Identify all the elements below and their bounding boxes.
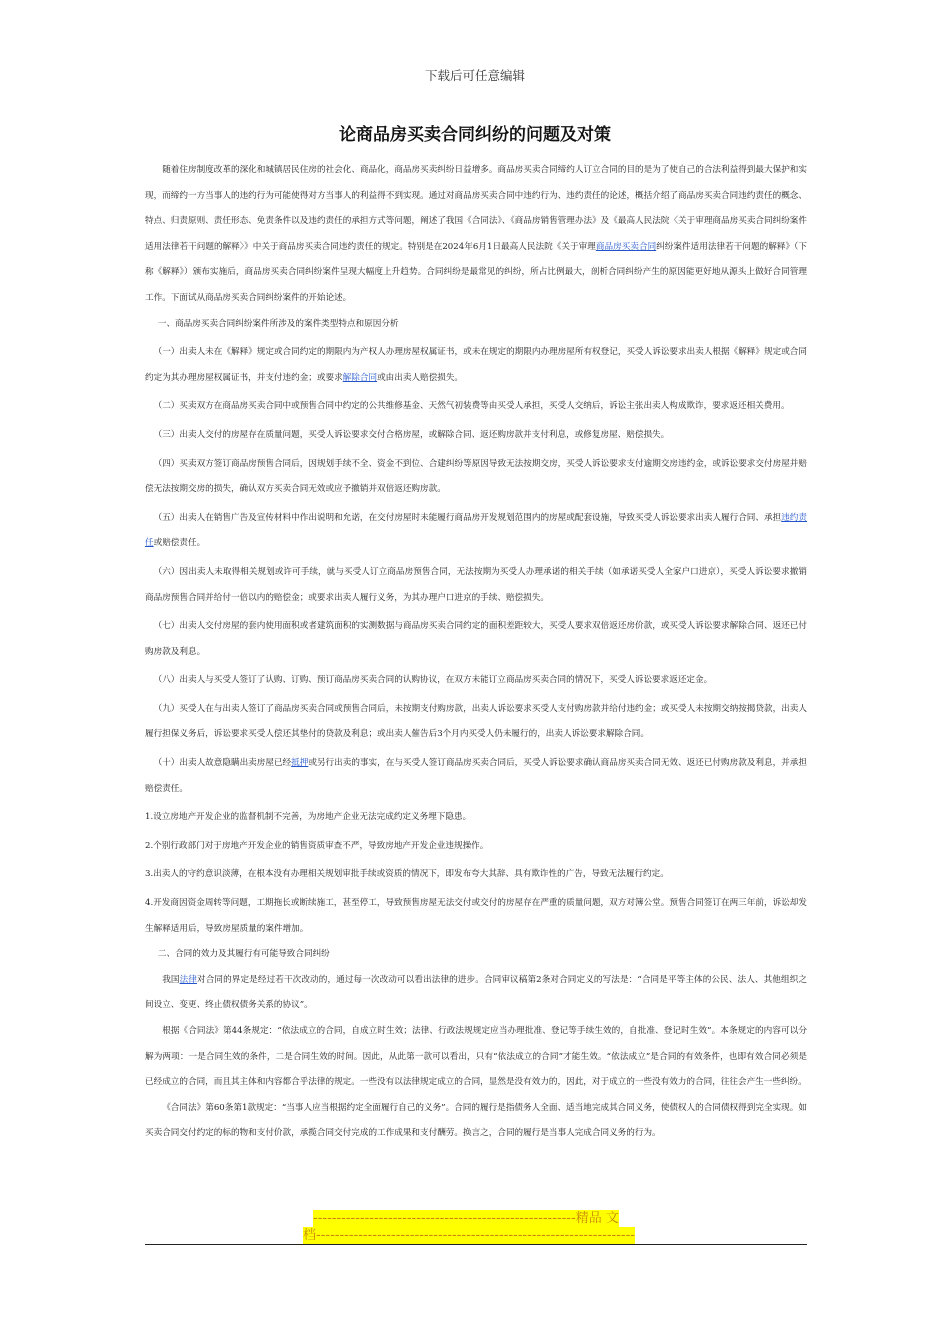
link-liability-for-breach[interactable]: 违约责任	[145, 512, 807, 549]
item-9: （九）买受人在与出卖人签订了商品房买卖合同或预售合同后，未按期支付购房款，出卖人诉讼要求买受人支付购房款并给付违约金；或买受人未按期交纳按揭贷款，出卖人履行担保义务后，诉讼要求买受人偿还其垫付的贷款及利息；或出卖人催告后3个月内买受人仍未履行的，出卖人诉讼要求解除合同。	[145, 703, 807, 740]
section2-paragraph-1: 我国法律对合同的界定是经过若干次改动的，通过每一次改动可以看出法律的进步。合同审议稿第2条对合同定义的写法是：“合同是平等主体的公民、法人、其他组织之间设立、变更、终止债权债务关系的协议”。	[145, 974, 807, 1011]
document-title: 论商品房买卖合同纠纷的问题及对策	[339, 125, 611, 145]
item-4: （四）买卖双方签订商品房预售合同后，因规划手续不全、资金不到位、合建纠纷等原因导致无法按期交房，买受人诉讼要求支付逾期交房违约金，或诉讼要求交付房屋并赔偿无法按期交房的损失，确认双方买卖合同无效或应予撤销并双倍返还购房款。	[145, 458, 807, 495]
item-7: （七）出卖人交付房屋的套内使用面积或者建筑面积的实测数据与商品房买卖合同约定的面积差距较大，买受人要求双倍返还房价款，或买受人诉讼要求解除合同、返还已付购房款及利息。	[145, 621, 807, 657]
item-5: （五）出卖人在销售广告及宣传材料中作出说明和允诺，在交付房屋时未能履行商品房开发规划范围内的房屋或配套设施，导致买受人诉讼要求出卖人履行合同、承担违约责任或赔偿责任。	[145, 512, 807, 549]
footer-rule	[145, 1244, 807, 1245]
intro-paragraph: 随着住房制度改革的深化和城镇居民住房的社会化、商品化，商品房买卖纠纷日益增多。商品房买卖合同缔约人订立合同的目的是为了使自己的合法利益得到最大保护和实现，而缔约一方当事人的违约行为可能使得对方当事人的利益得不到实现。通过对商品房买卖合同中违约行为、违约责任的论述，概括介绍了商品房买卖合同违约责任的概念、特点、归责原则、责任形态、免责条件以及违约责任的承担方式等问题，阐述了我国《合同法》、《商品房销售管理办法》及《最高人民法院〈关于审理商品房买卖合同纠纷案件适用法律若干问题的解释〉》中关于商品房买卖合同违约责任的规定。特别是在2024年6月1日最高人民法院《关于审理商品房买卖合同纠纷案件适用法律若干问题的解释》（下称《解释》）颁布实施后，商品房买卖合同纠纷案件呈现大幅度上升趋势。合同纠纷是最常见的纠纷，所占比例最大，剖析合同纠纷产生的原因能更好地从源头上做好合同管理工作。下面试从商品房买卖合同纠纷案件的开始论述。	[145, 165, 807, 303]
page-header: 下载后可任意编辑	[424, 68, 525, 83]
cause-1: 1.设立房地产开发企业的监督机制不完善，为房地产企业无法完成约定义务埋下隐患。	[145, 812, 472, 823]
item-1: （一）出卖人未在《解释》规定或合同约定的期限内为产权人办理房屋权属证书，或未在规定的期限内办理房屋所有权登记，买受人诉讼要求出卖人根据《解释》规定或合同约定为其办理房屋权属证书，并支付违约金；或要求解除合同或由出卖人赔偿损失。	[145, 347, 807, 383]
section2-paragraph-3: 《合同法》第60条第1款规定：“当事人应当根据约定全面履行自己的义务”。合同的履行是指债务人全面、适当地完成其合同义务，使债权人的合同债权得到完全实现。如买卖合同交付约定的标的物和支付价款，承揽合同交付完成的工作成果和支付酬劳。换言之，合同的履行是当事人完成合同义务的行为。	[145, 1102, 807, 1139]
item-3: （三）出卖人交付的房屋存在质量问题，买受人诉讼要求交付合格房屋，或解除合同、返还购房款并支付利息，或修复房屋、赔偿损失。	[153, 429, 670, 440]
link-mortgage[interactable]: 抵押	[291, 758, 309, 769]
link-terminate-contract[interactable]: 解除合同	[342, 372, 378, 383]
section2-paragraph-2: 根据《合同法》第44条规定：“依法成立的合同，自成立时生效；法律、行政法规规定应当办理批准、登记等手续生效的，自批准、登记时生效”。本条规定的内容可以分解为两项：一是合同生效的条件，二是合同生效的时间。因此，从此第一款可以看出，只有“依法成立的合同”才能生效。“依法成立”是合同的有效条件，也即有效合同必须是已经成立的合同，而且其主体和内容都合乎法律的规定。一些没有以法律规定成立的合同，显然是没有效力的，因此，对于成立的一些没有效力的合同，往往会产生一些纠纷。	[145, 1026, 807, 1088]
item-6: （六）因出卖人未取得相关规划或许可手续，就与买受人订立商品房预售合同，无法按期为买受人办理承诺的相关手续（如承诺买受人全家户口进京），买受人诉讼要求撤销商品房预售合同并给付一倍以内的赔偿金；或要求出卖人履行义务，为其办理户口进京的手续、赔偿损失。	[145, 566, 807, 603]
item-2: （二）买卖双方在商品房买卖合同中或预售合同中约定的公共维修基金、天然气初装费等由买受人承担，买受人交纳后，诉讼主张出卖人构成欺诈，要求返还相关费用。	[153, 401, 790, 412]
document-body	[145, 158, 807, 1147]
section1-heading: 一、商品房买卖合同纠纷案件所涉及的案件类型特点和原因分析	[157, 318, 399, 329]
link-commercial-housing-contract[interactable]: 商品房买卖合同	[595, 241, 657, 252]
footer-line-2: 档--------------------------------------------------------------------	[303, 1228, 635, 1243]
footer-watermark-band	[303, 1210, 650, 1244]
cause-2: 2.个别行政部门对于房地产开发企业的销售资质审查不严，导致房地产开发企业违规操作。	[145, 840, 489, 851]
link-law[interactable]: 法律	[179, 974, 197, 985]
cause-4: 4.开发商因资金周转等问题，工期拖长或断续施工，甚至停工，导致预售房屋无法交付或交付的房屋存在严重的质量问题，双方对簿公堂。预售合同签订在两三年前，诉讼却发生解释适用后，导致房屋质量的案件增加。	[145, 898, 807, 934]
cause-3: 3.出卖人的守约意识淡薄，在根本没有办理相关规划审批手续或资质的情况下，即发布夸大其辞、具有欺诈性的广告，导致无法履行约定。	[145, 869, 669, 880]
item-10: （十）出卖人故意隐瞒出卖房屋已经抵押或另行出卖的事实，在与买受人签订商品房买卖合同后，买受人诉讼要求确认商品房买卖合同无效、返还已付购房款及利息，并承担赔偿责任。	[145, 758, 807, 794]
footer-line-1: --------------------------------------------------------精品 文	[313, 1211, 619, 1226]
section2-heading: 二、合同的效力及其履行有可能导致合同纠纷	[157, 949, 330, 960]
item-8: （八）出卖人与买受人签订了认购、订购、预订商品房买卖合同的认购协议，在双方未能订立商品房买卖合同的情况下，买受人诉讼要求返还定金。	[153, 675, 713, 686]
